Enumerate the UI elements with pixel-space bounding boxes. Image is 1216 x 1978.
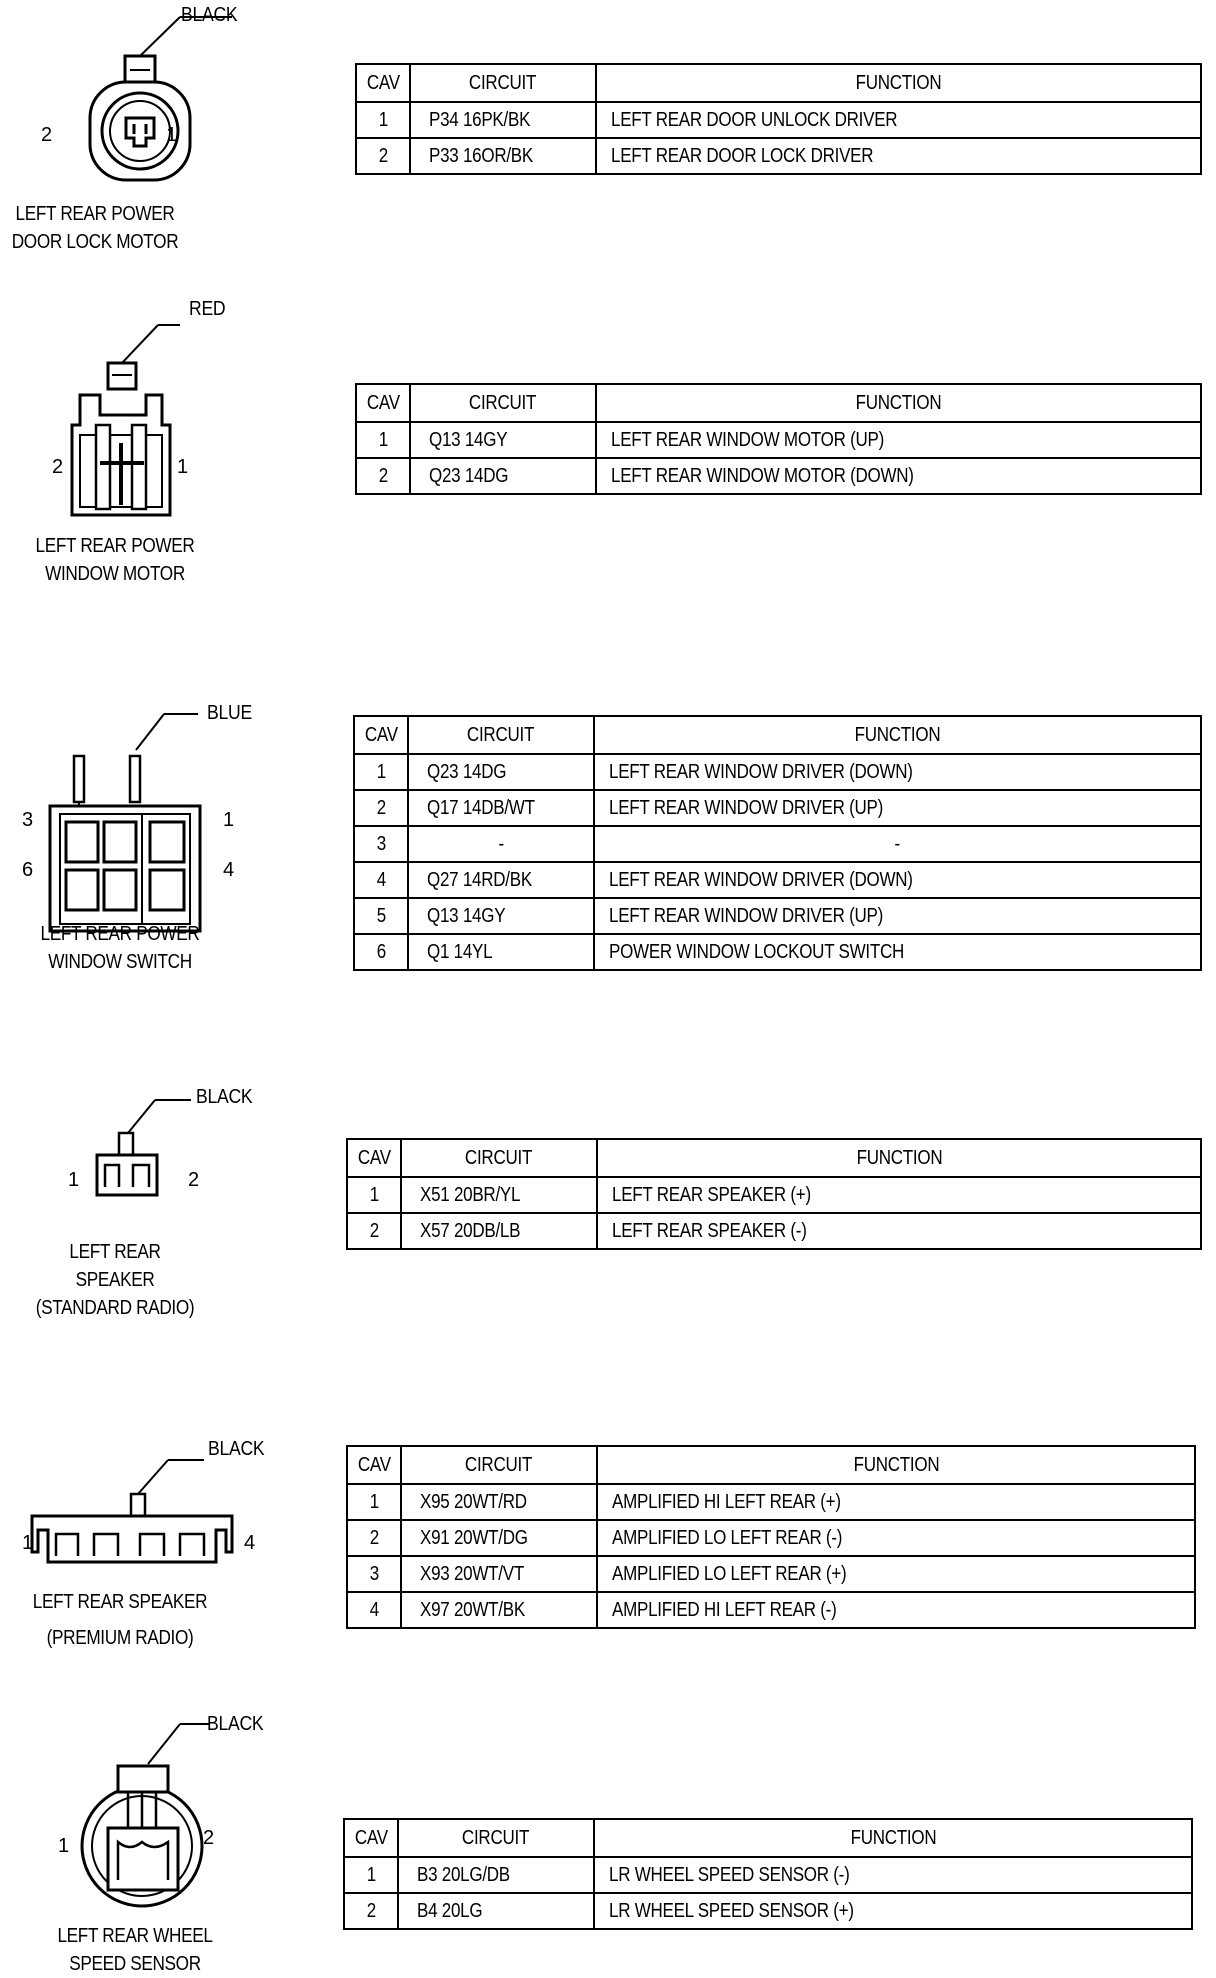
circuit-cell: Q1 14YL	[408, 934, 594, 970]
cav-cell: 2	[354, 790, 408, 826]
pin-number-left: 1	[58, 1835, 70, 1857]
connector-name-line: LEFT REAR POWER	[35, 535, 195, 557]
circuit-cell: P34 16PK/BK	[410, 102, 596, 138]
function-cell: LEFT REAR WINDOW MOTOR (DOWN)	[596, 458, 1201, 494]
column-header-function: FUNCTION	[597, 1446, 1195, 1484]
connector-name	[0, 200, 194, 256]
table-header-row	[354, 716, 1201, 754]
connector-name	[21, 1588, 219, 1652]
connector-name-line: (PREMIUM RADIO)	[46, 1627, 194, 1649]
cav-cell: 3	[354, 826, 408, 862]
connector-name-line: WINDOW MOTOR	[45, 563, 185, 585]
circuit-cell: -	[408, 826, 594, 862]
table-row	[347, 1177, 1201, 1213]
connector-color-label: BLACK	[181, 4, 238, 26]
pin-number-3: 3	[22, 809, 34, 831]
function-cell: LEFT REAR WINDOW DRIVER (DOWN)	[594, 862, 1201, 898]
table-header-row	[344, 1819, 1192, 1857]
circuit-cell: B3 20LG/DB	[398, 1857, 594, 1893]
circuit-cell: Q13 14GY	[410, 422, 596, 458]
function-cell: LEFT REAR WINDOW DRIVER (DOWN)	[594, 754, 1201, 790]
table-row	[354, 934, 1201, 970]
column-header-cav: CAV	[347, 1446, 401, 1484]
function-cell: AMPLIFIED HI LEFT REAR (+)	[597, 1484, 1195, 1520]
pin-number-1: 1	[223, 809, 235, 831]
table-header-row	[356, 384, 1201, 422]
connector-name-line: DOOR LOCK MOTOR	[11, 231, 179, 253]
circuit-cell: Q13 14GY	[408, 898, 594, 934]
function-cell: AMPLIFIED LO LEFT REAR (+)	[597, 1556, 1195, 1592]
connector-section-window-switch	[0, 690, 1216, 1010]
table-row	[356, 422, 1201, 458]
cav-cell: 4	[354, 862, 408, 898]
circuit-cell: P33 16OR/BK	[410, 138, 596, 174]
function-cell: LEFT REAR WINDOW DRIVER (UP)	[594, 790, 1201, 826]
table-header-row	[347, 1139, 1201, 1177]
function-cell: LR WHEEL SPEED SENSOR (+)	[594, 1893, 1192, 1929]
pin-number-left: 2	[52, 456, 64, 478]
table-row	[347, 1213, 1201, 1249]
cav-cell: 4	[347, 1592, 401, 1628]
function-cell: -	[594, 826, 1201, 862]
connector-name-line: LEFT REAR POWER	[15, 203, 175, 225]
cav-cell: 6	[354, 934, 408, 970]
table-row	[354, 862, 1201, 898]
cav-cell: 2	[356, 458, 410, 494]
connector-name-line: LEFT REAR SPEAKER	[32, 1591, 208, 1613]
circuit-cell: B4 20LG	[398, 1893, 594, 1929]
cav-cell: 1	[347, 1177, 401, 1213]
connector-color-label: BLACK	[208, 1438, 265, 1460]
table-row	[354, 790, 1201, 826]
table-row	[356, 458, 1201, 494]
table-row	[344, 1857, 1192, 1893]
table-row	[347, 1484, 1195, 1520]
cav-cell: 3	[347, 1556, 401, 1592]
circuit-cell: Q27 14RD/BK	[408, 862, 594, 898]
door-lock-motor-connector-drawing	[60, 20, 220, 180]
cav-cell: 1	[344, 1857, 398, 1893]
connector-name	[21, 920, 219, 976]
connector-name-line: SPEED SENSOR	[69, 1953, 201, 1975]
pin-number-right: 2	[188, 1169, 200, 1191]
function-cell: LR WHEEL SPEED SENSOR (-)	[594, 1857, 1192, 1893]
circuit-cell: Q23 14DG	[410, 458, 596, 494]
cav-cell: 2	[347, 1520, 401, 1556]
table-row	[347, 1592, 1195, 1628]
pin-number-right: 1	[166, 124, 178, 146]
column-header-cav: CAV	[354, 716, 408, 754]
function-cell: LEFT REAR WINDOW MOTOR (UP)	[596, 422, 1201, 458]
pin-number-right: 2	[203, 1827, 215, 1849]
table-row	[354, 898, 1201, 934]
table-header-row	[347, 1446, 1195, 1484]
function-cell: LEFT REAR WINDOW DRIVER (UP)	[594, 898, 1201, 934]
pin-number-left: 2	[41, 124, 53, 146]
function-cell: LEFT REAR SPEAKER (-)	[597, 1213, 1201, 1249]
connector-name-line: WINDOW SWITCH	[48, 951, 192, 973]
table-row	[354, 826, 1201, 862]
function-cell: AMPLIFIED HI LEFT REAR (-)	[597, 1592, 1195, 1628]
column-header-cav: CAV	[356, 384, 410, 422]
function-cell: LEFT REAR DOOR LOCK DRIVER	[596, 138, 1201, 174]
column-header-function: FUNCTION	[597, 1139, 1201, 1177]
connector-name-line: LEFT REAR POWER	[40, 923, 200, 945]
connector-color-label: RED	[189, 298, 226, 320]
pinout-table	[343, 1818, 1193, 1930]
circuit-cell: X93 20WT/VT	[401, 1556, 597, 1592]
circuit-cell: Q23 14DG	[408, 754, 594, 790]
pin-number-left: 1	[22, 1532, 34, 1554]
cav-cell: 1	[356, 422, 410, 458]
table-row	[347, 1520, 1195, 1556]
table-row	[356, 102, 1201, 138]
window-motor-connector-drawing	[70, 315, 220, 535]
connector-name-line: LEFT REAR WHEEL	[57, 1925, 213, 1947]
column-header-cav: CAV	[344, 1819, 398, 1857]
circuit-cell: X57 20DB/LB	[401, 1213, 597, 1249]
pinout-table	[355, 63, 1202, 175]
table-row	[356, 138, 1201, 174]
table-row	[344, 1893, 1192, 1929]
cav-cell: 1	[347, 1484, 401, 1520]
cav-cell: 1	[354, 754, 408, 790]
wheel-speed-sensor-connector-drawing	[70, 1720, 230, 1890]
cav-cell: 2	[356, 138, 410, 174]
column-header-circuit: CIRCUIT	[410, 384, 596, 422]
cav-cell: 1	[356, 102, 410, 138]
pin-number-4: 4	[223, 859, 235, 881]
connector-name	[16, 1238, 214, 1322]
column-header-circuit: CIRCUIT	[408, 716, 594, 754]
connector-name	[16, 532, 214, 588]
window-switch-connector-drawing	[50, 710, 210, 890]
table-header-row	[356, 64, 1201, 102]
column-header-circuit: CIRCUIT	[410, 64, 596, 102]
connector-color-label: BLUE	[207, 702, 252, 724]
column-header-circuit: CIRCUIT	[401, 1139, 597, 1177]
connector-name	[36, 1922, 234, 1978]
circuit-cell: X91 20WT/DG	[401, 1520, 597, 1556]
connector-name-line: (STANDARD RADIO)	[35, 1297, 195, 1319]
pinout-table	[346, 1138, 1202, 1250]
column-header-cav: CAV	[356, 64, 410, 102]
connector-color-label: BLACK	[196, 1086, 253, 1108]
connector-name-line: SPEAKER	[75, 1269, 155, 1291]
column-header-circuit: CIRCUIT	[401, 1446, 597, 1484]
speaker-premium-connector-drawing	[28, 1454, 248, 1564]
pinout-table	[355, 383, 1202, 495]
function-cell: POWER WINDOW LOCKOUT SWITCH	[594, 934, 1201, 970]
pin-number-right: 1	[177, 456, 189, 478]
column-header-function: FUNCTION	[596, 64, 1201, 102]
cav-cell: 2	[344, 1893, 398, 1929]
pinout-table	[353, 715, 1202, 971]
circuit-cell: Q17 14DB/WT	[408, 790, 594, 826]
function-cell: AMPLIFIED LO LEFT REAR (-)	[597, 1520, 1195, 1556]
cav-cell: 5	[354, 898, 408, 934]
function-cell: LEFT REAR DOOR UNLOCK DRIVER	[596, 102, 1201, 138]
pinout-table	[346, 1445, 1196, 1629]
column-header-function: FUNCTION	[594, 716, 1201, 754]
pin-number-left: 1	[68, 1169, 80, 1191]
connector-section-wheel-speed-sensor	[0, 1700, 1216, 1976]
column-header-function: FUNCTION	[596, 384, 1201, 422]
connector-color-label: BLACK	[207, 1713, 264, 1735]
function-cell: LEFT REAR SPEAKER (+)	[597, 1177, 1201, 1213]
connector-section-door-lock-motor	[0, 0, 1216, 270]
column-header-function: FUNCTION	[594, 1819, 1192, 1857]
circuit-cell: X95 20WT/RD	[401, 1484, 597, 1520]
connector-name-line: LEFT REAR	[69, 1241, 161, 1263]
table-row	[354, 754, 1201, 790]
connector-section-speaker-premium	[0, 1440, 1216, 1690]
connector-section-window-motor	[0, 300, 1216, 600]
column-header-cav: CAV	[347, 1139, 401, 1177]
column-header-circuit: CIRCUIT	[398, 1819, 594, 1857]
circuit-cell: X97 20WT/BK	[401, 1592, 597, 1628]
circuit-cell: X51 20BR/YL	[401, 1177, 597, 1213]
table-row	[347, 1556, 1195, 1592]
connector-section-speaker-standard	[0, 1080, 1216, 1360]
pin-number-right: 4	[244, 1532, 256, 1554]
pin-number-6: 6	[22, 859, 34, 881]
cav-cell: 2	[347, 1213, 401, 1249]
